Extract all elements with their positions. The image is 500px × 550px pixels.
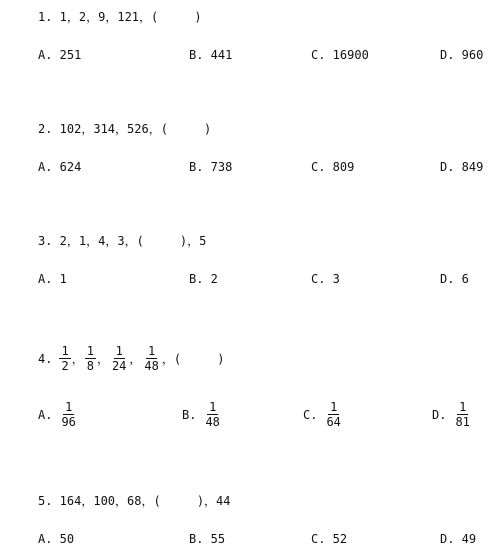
fraction-numerator: 1 xyxy=(330,400,338,414)
fraction-numerator: 1 xyxy=(86,344,94,358)
question-5-option-b: B. 55 xyxy=(189,532,226,546)
comma-separator: ， xyxy=(71,352,84,366)
question-3-option-b: B. 2 xyxy=(189,272,218,286)
question-2-option-c: C. 809 xyxy=(311,160,355,174)
fraction-numerator: 1 xyxy=(65,400,73,414)
fraction-numerator: 1 xyxy=(115,344,123,358)
question-1-option-a: A. 251 xyxy=(38,48,82,62)
answer-blank: ( ) xyxy=(173,351,225,366)
fraction-denominator: 24 xyxy=(111,359,127,373)
question-5-stem: 5. 164，100，68，( )，44 xyxy=(38,494,231,508)
question-3-option-c: C. 3 xyxy=(311,272,340,286)
question-4-number: 4. xyxy=(38,351,53,366)
option-label: A. xyxy=(38,407,53,422)
option-label: D. xyxy=(432,407,447,422)
comma-separator: ， xyxy=(161,352,174,366)
option-fraction xyxy=(324,400,342,429)
question-2-stem: 2. 102，314，526，( ) xyxy=(38,122,212,136)
question-4-option-a xyxy=(38,400,79,429)
option-fraction xyxy=(453,400,471,429)
question-4-fraction-2 xyxy=(85,344,96,373)
question-4-fraction-4 xyxy=(142,344,160,373)
question-2-option-d: D. 849 xyxy=(440,160,484,174)
option-fraction xyxy=(203,400,221,429)
question-4-option-d xyxy=(432,400,473,429)
fraction-denominator: 48 xyxy=(144,359,159,373)
comma-separator: ， xyxy=(129,352,142,366)
comma-separator: ， xyxy=(96,352,109,366)
fraction-denominator: 64 xyxy=(326,415,341,429)
question-4-fraction-1 xyxy=(59,344,70,373)
fraction-denominator: 81 xyxy=(455,415,470,429)
fraction-denominator: 48 xyxy=(205,415,220,429)
question-3-option-a: A. 1 xyxy=(38,272,67,286)
question-4-fraction-3 xyxy=(110,344,128,373)
question-1-stem: 1. 1，2，9，121，( ) xyxy=(38,10,202,24)
question-5-option-a: A. 50 xyxy=(38,532,75,546)
fraction-numerator: 1 xyxy=(61,344,69,358)
fraction-denominator: 96 xyxy=(61,415,76,429)
option-label: C. xyxy=(303,407,318,422)
question-1-option-b: B. 441 xyxy=(189,48,233,62)
question-4-option-b xyxy=(182,400,223,429)
question-2-option-b: B. 738 xyxy=(189,160,233,174)
question-4-stem xyxy=(38,344,224,373)
question-1-option-d: D. 960 xyxy=(440,48,484,62)
question-1-option-c: C. 16900 xyxy=(311,48,369,62)
question-3-stem: 3. 2，1，4，3，( )，5 xyxy=(38,234,207,248)
option-label: B. xyxy=(182,407,197,422)
question-3-option-d: D. 6 xyxy=(440,272,469,286)
question-2-option-a: A. 624 xyxy=(38,160,82,174)
question-5-option-d: D. 49 xyxy=(440,532,477,546)
fraction-denominator: 2 xyxy=(61,359,69,373)
fraction-numerator: 1 xyxy=(209,400,217,414)
fraction-numerator: 1 xyxy=(459,400,467,414)
question-4-option-c xyxy=(303,400,344,429)
fraction-denominator: 8 xyxy=(86,359,94,373)
fraction-numerator: 1 xyxy=(148,344,156,358)
question-5-option-c: C. 52 xyxy=(311,532,348,546)
option-fraction xyxy=(59,400,77,429)
